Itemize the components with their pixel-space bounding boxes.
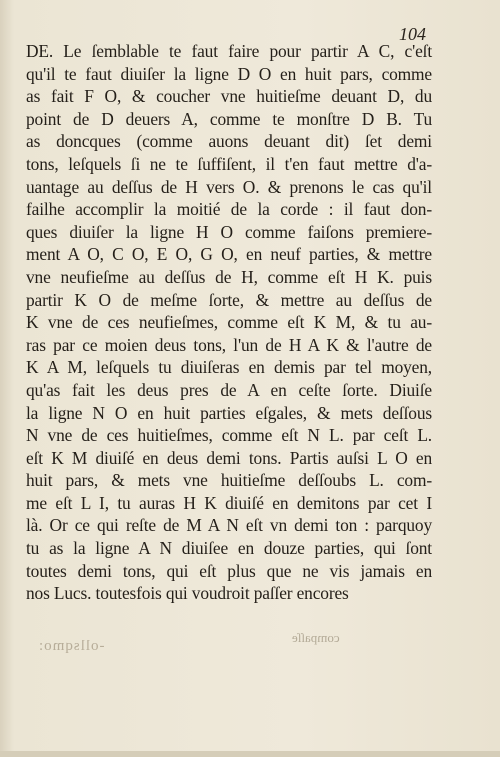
text-line: N vne de ces huitieſmes, comme eſt N L. par ceſt L. [26,425,432,446]
text-line: ment A O, C O, E O, G O, en neuf parties, & mettre [26,244,432,265]
text-line: eſt K M diuiſé en deus demi tons. Partis auſsi L O en [26,447,432,468]
text-line: partir K O de meſme ſorte, & mettre au deſſus de [26,289,432,310]
text-line: as fait F O, & coucher vne huitieſme deuant D, du [26,86,432,107]
text-line: toutes demi tons, qui eſt plus que ne vis jamais en [26,560,432,581]
bleed-through-text: -ollsqmo: [38,638,105,654]
text-line: point de D deuers A, comme te monſtre D B. Tu [26,108,432,129]
text-line: ras par ce moien deus tons, l'un de H A K & l'autre de [26,334,432,355]
text-line: as doncques (comme auons deuant dit) ſet demi [26,131,432,152]
bleed-through-text: compaſſe [292,630,340,645]
text-line: vne neufieſme au deſſus de H, comme eſt H K. puis [26,266,432,287]
page-edge [0,751,500,757]
text-line: DE. Le ſemblable te faut faire pour partir A C, c'eſt [26,41,432,61]
body-text [26,40,432,605]
text-line: la ligne N O en huit parties eſgales, & mets deſſous [26,402,432,423]
text-line: K vne de ces neufieſmes, comme eſt K M, & tu au- [26,312,432,333]
text-line: qu'as fait les deus pres de A en ceſte ſorte. Diuiſe [26,379,432,400]
text-line: failhe accomplir la moitié de la corde : il faut don- [26,199,432,220]
text-line: huit pars, & mets vne huitieſme deſſoubs L. com- [26,470,432,491]
text-line: là. Or ce qui reſte de M A N eſt vn demi ton : parquoy [26,515,432,536]
text-line: ques diuiſer la ligne H O comme faiſons premiere- [26,221,432,242]
text-line: tons, leſquels ſi ne te ſuffiſent, il t'en faut mettre d'a- [26,153,432,174]
text-line: me eſt L I, tu auras H K diuiſé en demitons par cet I [26,492,432,513]
text-line: K A M, leſquels tu diuiſeras en demis par tel moyen, [26,357,432,378]
text-line: tu as la ligne A N diuiſee en douze parties, qui ſont [26,538,432,559]
text-line: uantage au deſſus de H vers O. & prenons le cas qu'il [26,176,432,197]
text-line: qu'il te faut diuiſer la ligne D O en huit pars, comme [26,63,432,84]
page-number: 104 [399,24,426,44]
text-line: nos Lucs. toutesfois qui voudroit paſſer encores [26,583,349,604]
